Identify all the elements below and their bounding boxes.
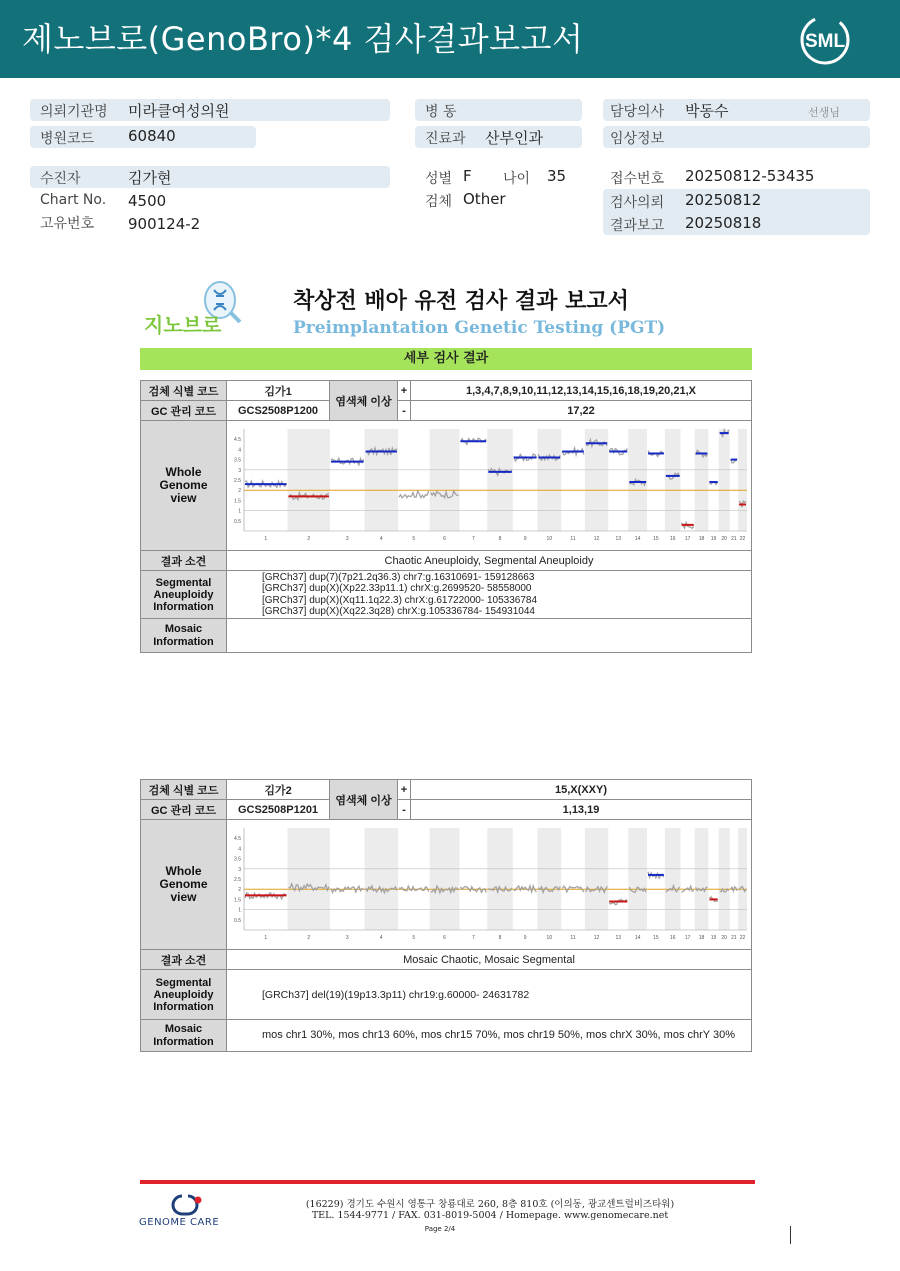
x-tick-label: 3 <box>345 935 349 941</box>
name-value: 김가현 <box>128 169 172 187</box>
x-tick-label: 14 <box>634 536 640 542</box>
gc-code-value: GCS2508P1201 <box>227 800 330 820</box>
chromosome-band <box>738 429 747 531</box>
y-tick-label: 2 <box>237 887 241 894</box>
x-tick-label: 17 <box>684 935 690 941</box>
mosaic-value: mos chr1 30%, mos chr13 60%, mos chr15 70%, mos chr19 50%, mos chrX 30%, mos chrY 30% <box>227 1020 752 1052</box>
chromosome-band <box>487 429 513 531</box>
reception-value: 20250812-53435 <box>685 167 815 185</box>
page-number: Page 2/4 <box>424 1225 456 1233</box>
gain-sign: + <box>398 381 411 401</box>
x-tick-label: 22 <box>739 536 745 542</box>
x-tick-label: 6 <box>442 536 446 542</box>
specimen-label: 검체 <box>425 194 453 210</box>
age-label: 나이 <box>503 171 531 187</box>
loss-chromosomes: 17,22 <box>411 401 752 421</box>
gain-chromosomes: 15,X(XXY) <box>411 780 752 800</box>
x-tick-label: 13 <box>614 536 621 542</box>
doctor-value: 박동수 <box>685 102 729 120</box>
x-tick-label: 7 <box>471 536 475 542</box>
x-tick-label: 12 <box>593 536 599 542</box>
x-tick-label: 1 <box>263 536 267 542</box>
sample-code-value: 김가1 <box>227 381 330 401</box>
x-tick-label: 20 <box>720 536 727 542</box>
x-tick-label: 2 <box>306 536 310 542</box>
y-tick-label: 3 <box>237 467 241 474</box>
genome-care-logo-icon <box>162 1192 208 1218</box>
y-tick-label: 4.5 <box>233 437 241 444</box>
chromosome-band <box>628 828 647 930</box>
chromosome-band <box>287 828 329 930</box>
data-points-chr5 <box>399 491 429 498</box>
segmental-line: [GRCh37] dup(X)(Xq11.1q22.3) chrX:g.61722000- 105336784 <box>262 594 538 606</box>
genobro-logo <box>144 278 254 338</box>
logo-text: SML <box>804 31 846 52</box>
x-tick-label: 4 <box>379 935 383 941</box>
pgt-title-ko: 착상전 배아 유전 검사 결과 보고서 <box>293 289 629 314</box>
footer-contact: TEL. 1544-9771 / FAX. 031-8019-5004 / Homepage. www.genomecare.net <box>311 1210 669 1221</box>
segmental-label: Segmental Aneuploidy Information <box>141 970 227 1020</box>
x-tick-label: 19 <box>710 935 716 941</box>
request-label: 검사의뢰 <box>610 195 665 211</box>
y-tick-label: 3.5 <box>233 856 241 863</box>
loss-chromosomes: 1,13,19 <box>411 800 752 820</box>
chromosome-band <box>628 429 647 531</box>
y-tick-label: 0.5 <box>233 917 241 924</box>
y-tick-label: 1 <box>237 907 241 914</box>
result-value: Mosaic Chaotic, Mosaic Segmental <box>227 950 752 970</box>
x-tick-label: 8 <box>498 536 501 542</box>
age-value: 35 <box>547 167 567 185</box>
chromosome-band <box>664 828 680 930</box>
name-label: 수진자 <box>40 171 81 187</box>
x-tick-label: 15 <box>652 935 659 941</box>
y-tick-label: 1.5 <box>233 897 241 904</box>
genome-view-1 <box>227 421 752 551</box>
x-tick-label: 14 <box>634 935 640 941</box>
chart-value: 4500 <box>128 192 167 210</box>
y-tick-label: 1 <box>237 508 241 515</box>
chromosome-band <box>694 828 708 930</box>
institution-label: 의뢰기관명 <box>40 104 108 120</box>
x-tick-label: 1 <box>263 935 267 941</box>
specimen-value: Other <box>463 190 506 208</box>
x-tick-label: 5 <box>411 536 415 542</box>
x-tick-label: 20 <box>720 935 727 941</box>
department-value: 산부인과 <box>485 129 543 147</box>
chart-label: Chart No. <box>40 192 107 208</box>
x-tick-label: 10 <box>546 536 552 542</box>
x-tick-label: 22 <box>739 935 745 941</box>
y-tick-label: 3.5 <box>233 457 241 464</box>
x-tick-label: 7 <box>471 935 475 941</box>
chromosome-band <box>364 828 397 930</box>
sex-label: 성별 <box>425 171 453 187</box>
id-label: 고유번호 <box>40 216 95 232</box>
sample-table-2 <box>140 779 752 1052</box>
y-tick-label: 1.5 <box>233 498 241 505</box>
x-tick-label: 18 <box>698 536 704 542</box>
clinical-info-label: 임상정보 <box>610 131 665 147</box>
chromosome-band <box>664 429 680 531</box>
x-tick-label: 2 <box>306 935 310 941</box>
footer-divider <box>140 1180 755 1184</box>
gc-code-label: GC 관리 코드 <box>141 401 227 421</box>
x-tick-label: 10 <box>546 935 552 941</box>
segmental-line: [GRCh37] dup(7)(7p21.2q36.3) chr7:g.16310691- 159128663 <box>262 571 535 583</box>
sample-table-1 <box>140 380 752 653</box>
genobro-brand-text: 지노브로 <box>144 315 222 337</box>
x-tick-label: 12 <box>593 935 599 941</box>
x-tick-label: 18 <box>698 935 704 941</box>
x-tick-label: 21 <box>730 536 737 542</box>
ward-label: 병 동 <box>425 104 457 120</box>
x-tick-label: 11 <box>569 935 576 941</box>
segmental-value <box>227 970 752 1020</box>
y-tick-label: 2.5 <box>233 877 241 883</box>
genome-view-2 <box>227 820 752 950</box>
y-tick-label: 4 <box>237 447 241 454</box>
page-title: 제노브로(GenoBro)*4 검사결과보고서 <box>22 20 584 58</box>
sample-code-label: 검체 식별 코드 <box>141 381 227 401</box>
segmental-line: [GRCh37] del(19)(19p13.3p11) chr19:g.60000- 24631782 <box>262 988 530 1001</box>
sample-code-label: 검체 식별 코드 <box>141 780 227 800</box>
id-value: 900124-2 <box>128 215 201 233</box>
x-tick-label: 13 <box>614 935 621 941</box>
hospital-code-value: 60840 <box>128 127 176 145</box>
chromosome-band <box>584 828 607 930</box>
x-tick-label: 19 <box>710 536 716 542</box>
reception-label: 접수번호 <box>610 171 665 187</box>
chromosome-band <box>694 429 708 531</box>
loss-sign: - <box>398 800 411 820</box>
x-tick-label: 9 <box>523 935 527 941</box>
chromosome-band <box>429 828 459 930</box>
report-value: 20250818 <box>685 214 762 232</box>
x-tick-label: 16 <box>669 536 676 542</box>
gc-code-value: GCS2508P1200 <box>227 401 330 421</box>
genome-chart-1 <box>228 421 751 547</box>
chromosome-band <box>487 828 513 930</box>
section-title: 세부 검사 결과 <box>140 348 752 370</box>
mosaic-label: Mosaic Information <box>141 1020 227 1052</box>
loss-sign: - <box>398 401 411 421</box>
doctor-suffix: 선생님 <box>808 106 840 119</box>
hospital-code-label: 병원코드 <box>40 131 95 147</box>
sample-code-value: 김가2 <box>227 780 330 800</box>
mosaic-label: Mosaic Information <box>141 619 227 653</box>
sex-value: F <box>463 167 472 185</box>
chrom-abn-label: 염색체 이상 <box>330 780 398 820</box>
chrom-abn-label: 염색체 이상 <box>330 381 398 421</box>
segmental-value <box>227 571 752 619</box>
segmental-line: [GRCh37] dup(X)(Xq22.3q28) chrX:g.105336784- 154931044 <box>262 606 535 617</box>
text-cursor-mark <box>790 1226 791 1244</box>
report-label: 결과보고 <box>610 218 665 234</box>
y-tick-label: 3 <box>237 866 241 873</box>
doctor-label: 담당의사 <box>610 104 665 120</box>
sml-logo <box>798 14 852 66</box>
gain-chromosomes: 1,3,4,7,8,9,10,11,12,13,14,15,16,18,19,20,21,X <box>411 381 752 401</box>
footer-brand: GENOME CARE <box>139 1217 220 1228</box>
chromosome-band <box>718 429 729 531</box>
x-tick-label: 15 <box>652 536 659 542</box>
x-tick-label: 21 <box>730 935 737 941</box>
y-tick-label: 4 <box>237 846 241 853</box>
x-tick-label: 6 <box>442 935 446 941</box>
segmental-line: [GRCh37] dup(X)(Xp22.33p11.1) chrX:g.2699520- 58558000 <box>262 583 532 594</box>
x-tick-label: 11 <box>569 536 576 542</box>
chromosome-band <box>364 429 397 531</box>
result-value: Chaotic Aneuploidy, Segmental Aneuploidy <box>227 551 752 571</box>
result-label: 결과 소견 <box>141 950 227 970</box>
x-tick-label: 4 <box>379 536 383 542</box>
chromosome-band <box>537 429 561 531</box>
x-tick-label: 8 <box>498 935 501 941</box>
name-row <box>30 166 390 188</box>
chromosome-band <box>718 828 729 930</box>
institution-value: 미라클여성의원 <box>128 102 230 120</box>
footer-address: (16229) 경기도 수원시 영통구 창룡대로 260, 8층 810호 (이의동, 광교센트럴비즈타워) <box>305 1199 675 1210</box>
chromosome-band <box>738 828 747 930</box>
data-points-chr5 <box>399 886 429 892</box>
x-tick-label: 9 <box>523 536 527 542</box>
x-tick-label: 17 <box>684 536 690 542</box>
department-label: 진료과 <box>425 131 466 147</box>
genome-chart-2 <box>228 820 751 946</box>
result-label: 결과 소견 <box>141 551 227 571</box>
chromosome-band <box>429 429 459 531</box>
x-tick-label: 3 <box>345 536 349 542</box>
wgv-label: Whole Genome view <box>141 820 227 950</box>
pgt-title-en: Preimplantation Genetic Testing (PGT) <box>293 318 666 338</box>
request-value: 20250812 <box>685 191 762 209</box>
y-tick-label: 0.5 <box>233 518 241 525</box>
mosaic-value <box>227 619 752 653</box>
gain-sign: + <box>398 780 411 800</box>
y-tick-label: 2 <box>237 488 241 495</box>
segmental-label: Segmental Aneuploidy Information <box>141 571 227 619</box>
wgv-label: Whole Genome view <box>141 421 227 551</box>
chromosome-band <box>287 429 329 531</box>
chromosome-band <box>537 828 561 930</box>
x-tick-label: 16 <box>669 935 676 941</box>
x-tick-label: 5 <box>411 935 415 941</box>
gc-code-label: GC 관리 코드 <box>141 800 227 820</box>
y-tick-label: 4.5 <box>233 836 241 843</box>
y-tick-label: 2.5 <box>233 478 241 484</box>
